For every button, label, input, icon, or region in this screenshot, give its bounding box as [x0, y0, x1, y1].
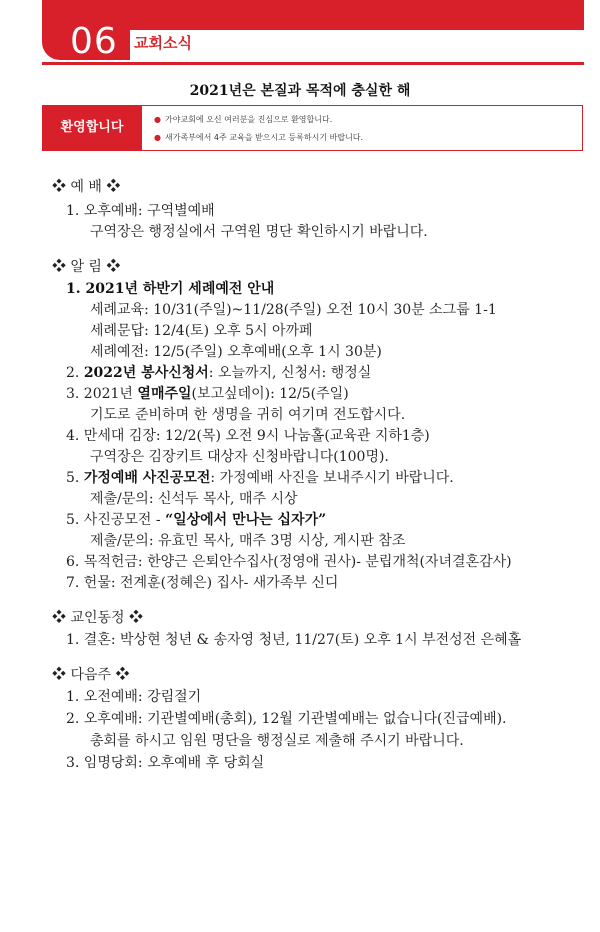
section-header: [42, 0, 584, 66]
notice-item: 3. 2021년 열매주일(보고싶데이): 12/5(주일): [66, 386, 349, 402]
section-title-tab: [130, 30, 584, 60]
notice-item: 7. 헌물: 전계훈(정혜은) 집사- 새가족부 신디: [66, 575, 339, 591]
next-week-item: 1. 오전예배: 강림절기: [66, 689, 202, 705]
notice-item-detail: 세례교육: 10/31(주일)~11/28(주일) 오전 10시 30분 소그룹 1-1: [90, 302, 497, 318]
next-week-heading: ❖ 다음주 ❖: [52, 667, 130, 683]
notice-item-detail: 기도로 준비하며 한 생명을 귀히 여기며 전도합시다.: [90, 407, 406, 423]
yearly-slogan: 2021년은 본질과 목적에 충실한 해: [189, 83, 411, 99]
notice-item-detail: 세례예전: 12/5(주일) 오후예배(오후 1시 30분): [90, 344, 382, 360]
notice-item: 4. 만세대 김장: 12/2(목) 오전 9시 나눔홀(교육관 지하1층): [66, 428, 430, 444]
section-number: 06: [70, 21, 118, 62]
notice-heading: ❖ 알 림 ❖: [52, 259, 121, 275]
notice-item: 5. 사진공모전 - “일상에서 만나는 십자가”: [66, 512, 327, 528]
members-heading: ❖ 교인동정 ❖: [52, 610, 143, 626]
notice-item: 2. 2022년 봉사신청서: 오늘까지, 신청서: 행정실: [66, 365, 372, 381]
next-week-item: 3. 임명당회: 오후예배 후 당회실: [66, 755, 265, 771]
worship-item-detail: 구역장은 행정실에서 구역원 명단 확인하시기 바랍니다.: [90, 224, 428, 240]
notice-item-detail: 제출/문의: 신석두 목사, 매주 시상: [90, 491, 298, 507]
welcome-line: ● 새가족부에서 4주 교육을 받으시고 등록하시기 바랍니다.: [154, 133, 364, 142]
notice-item: 1. 2021년 하반기 세례예전 안내: [66, 281, 275, 297]
welcome-line: ● 가야교회에 오신 여러분을 진심으로 환영합니다.: [154, 115, 333, 124]
next-week-item: 2. 오후예배: 기관별예배(총회), 12월 기관별예배는 없습니다(진급예배).: [66, 711, 507, 727]
worship-heading: ❖ 예 배 ❖: [52, 179, 121, 195]
notice-item-detail: 구역장은 김장키트 대상자 신청바랍니다(100명).: [90, 449, 389, 465]
welcome-box: [42, 105, 584, 151]
bullet-icon: ●: [154, 133, 161, 142]
notice-item: 6. 목적헌금: 한양근 은퇴안수집사(정영애 권사)- 분립개척(자녀결혼감사): [66, 554, 512, 570]
notice-item: 5. 가정예배 사진공모전: 가정예배 사진을 보내주시기 바랍니다.: [66, 470, 454, 486]
section-title: 교회소식: [134, 34, 192, 52]
notice-item-detail: 세례문답: 12/4(토) 오후 5시 아까페: [90, 323, 313, 339]
welcome-label: 환영합니다: [42, 105, 142, 151]
header-rule: [42, 62, 584, 65]
welcome-message-box: [142, 105, 583, 151]
bullet-icon: ●: [154, 115, 161, 124]
worship-item: 1. 오후예배: 구역별예배: [66, 203, 215, 219]
members-item: 1. 결혼: 박상현 청년 & 송자영 청년, 11/27(토) 오후 1시 부전성전 은혜홀: [66, 632, 522, 648]
next-week-item-detail: 총회를 하시고 임원 명단을 행정실로 제출해 주시기 바랍니다.: [90, 733, 464, 749]
notice-item-detail: 제출/문의: 유효민 목사, 매주 3명 시상, 게시판 참조: [90, 533, 406, 549]
